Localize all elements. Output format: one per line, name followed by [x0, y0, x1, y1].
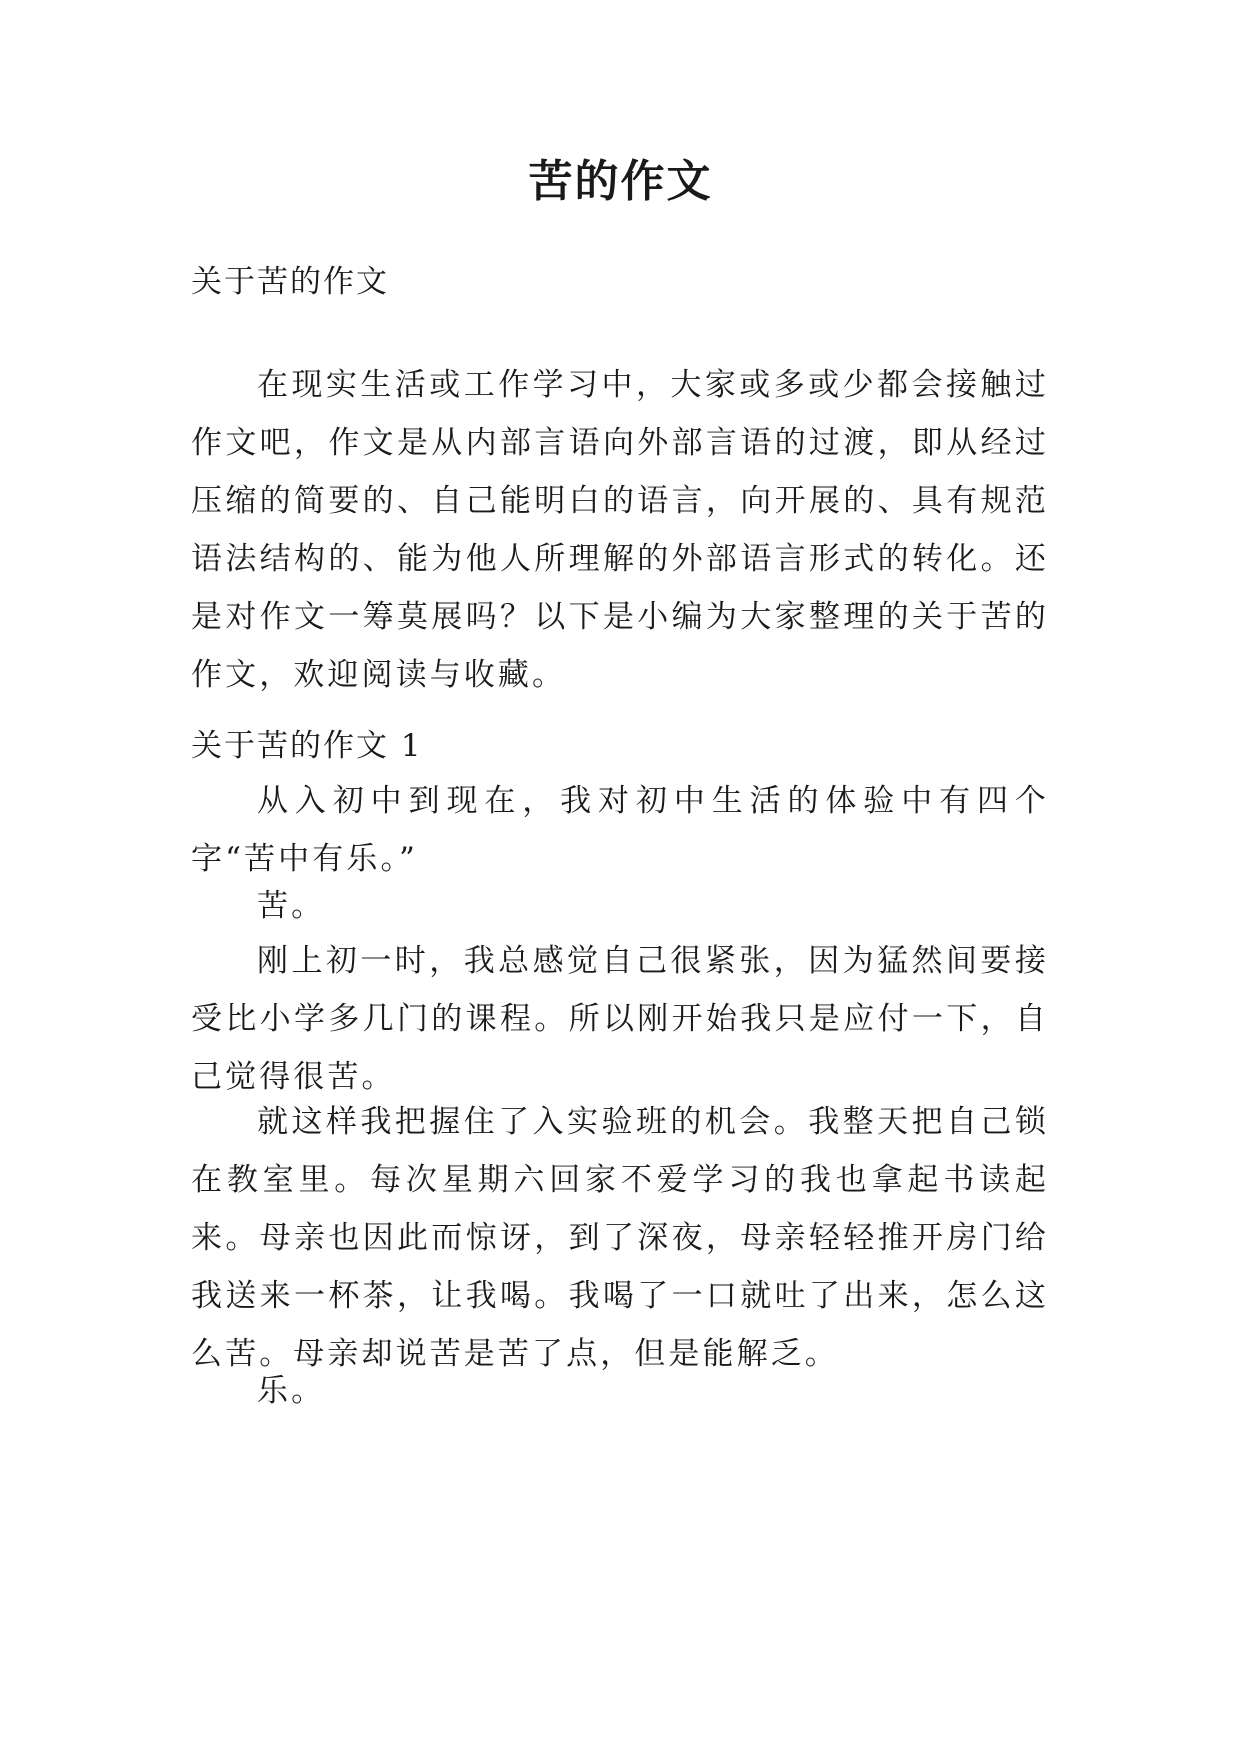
body-paragraph-5: 乐。 — [257, 1373, 326, 1409]
section-heading: 关于苦的作文 1 — [191, 728, 423, 764]
body-paragraph-1: 从入初中到现在，我对初中生活的体验中有四个字“苦中有乐。” — [191, 783, 1049, 877]
body-paragraph-2: 苦。 — [257, 888, 326, 924]
document-subtitle: 关于苦的作文 — [191, 264, 389, 300]
document-title: 苦的作文 — [528, 156, 713, 207]
body-paragraph-4: 就这样我把握住了入实验班的机会。我整天把自己锁在教室里。每次星期六回家不爱学习的我也拿起书读起来。母亲也因此而惊讶，到了深夜，母亲轻轻推开房门给我送来一杯茶，让我喝。我喝了一口就吐了出来，怎么这么苦。母亲却说苦是苦了点，但是能解乏。 — [191, 1104, 1049, 1372]
intro-paragraph: 在现实生活或工作学习中，大家或多或少都会接触过作文吧，作文是从内部言语向外部言语的过渡，即从经过压缩的简要的、自己能明白的语言，向开展的、具有规范语法结构的、能为他人所理解的外部语言形式的转化。还是对作文一筹莫展吗？以下是小编为大家整理的关于苦的作文，欢迎阅读与收藏。 — [191, 367, 1049, 693]
body-paragraph-3: 刚上初一时，我总感觉自己很紧张，因为猛然间要接受比小学多几门的课程。所以刚开始我只是应付一下，自己觉得很苦。 — [191, 943, 1049, 1095]
